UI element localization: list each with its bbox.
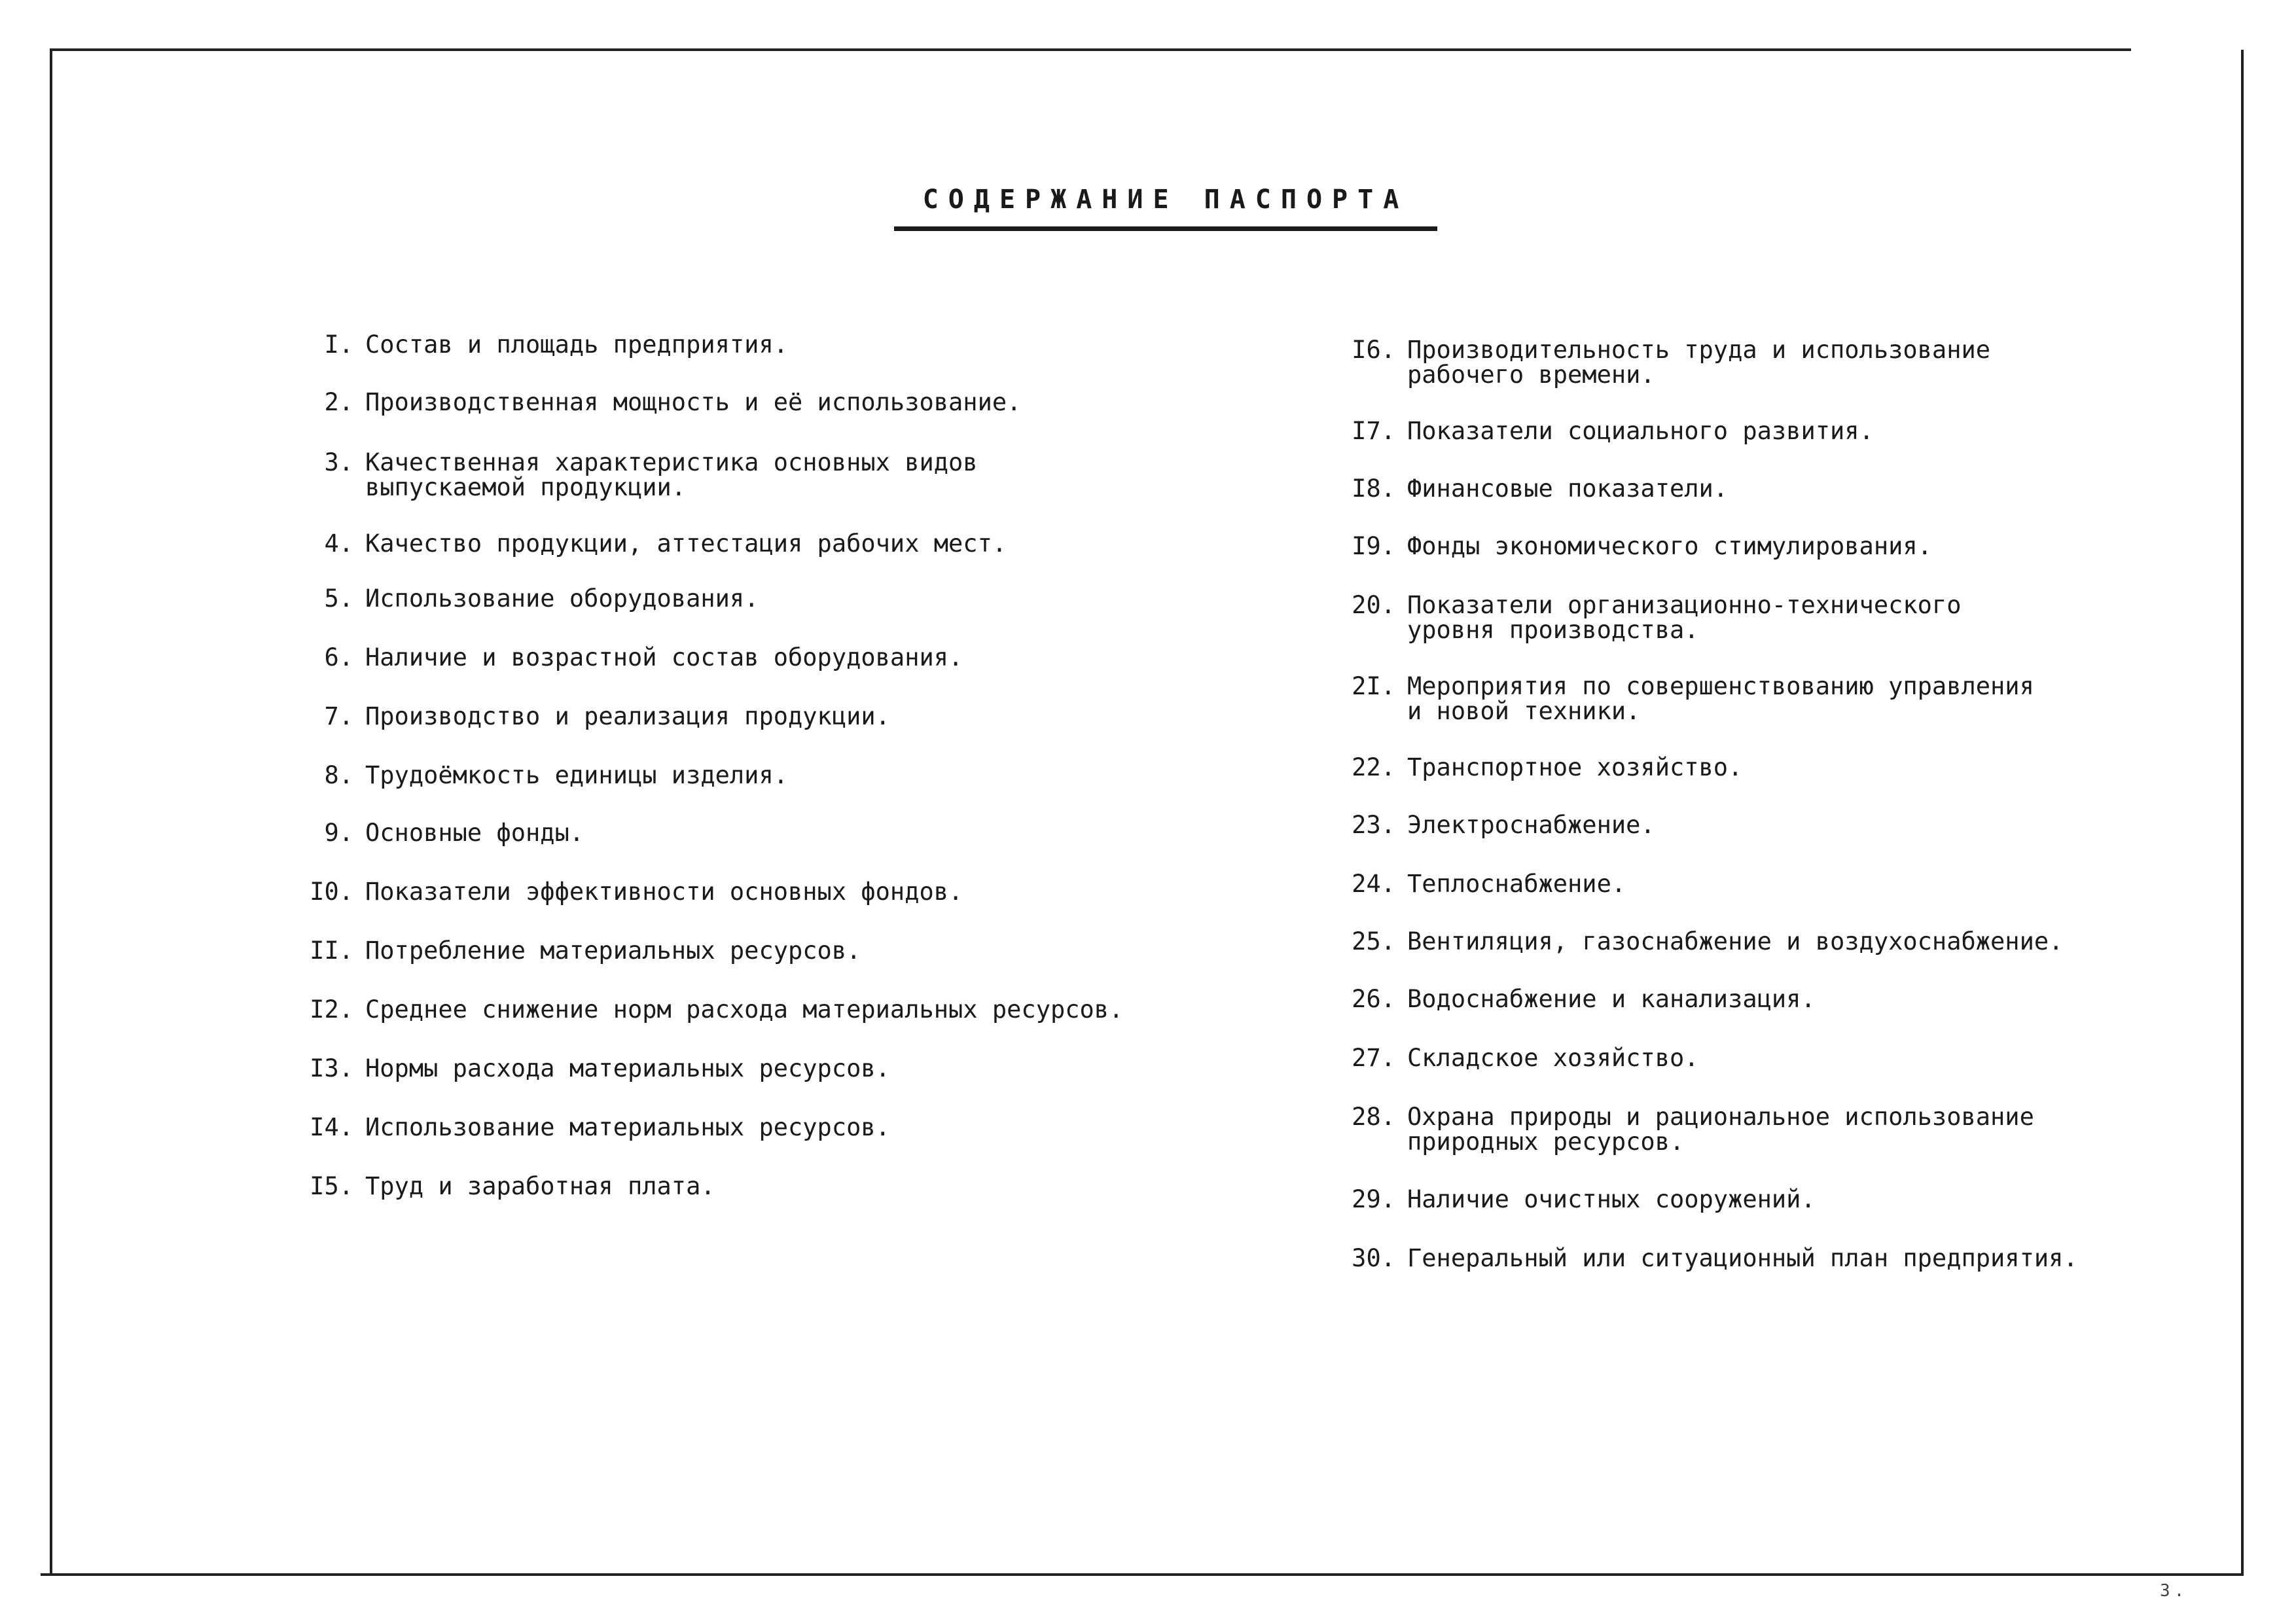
item-number: 30.: [1352, 1244, 1395, 1272]
item-number: 20.: [1352, 591, 1395, 619]
item-text: Наличие очистных сооружений.: [1407, 1185, 1816, 1213]
item-number: I4.: [310, 1113, 353, 1141]
item-text: Транспортное хозяйство.: [1407, 753, 1743, 781]
item-text: Показатели социального развития.: [1407, 417, 1874, 445]
frame-top-border: [50, 48, 2131, 51]
item-text: Наличие и возрастной состав оборудования.: [365, 643, 963, 671]
item-number: I6.: [1352, 336, 1395, 364]
frame-bottom-border: [41, 1573, 2244, 1576]
item-text: Использование материальных ресурсов.: [365, 1113, 890, 1141]
item-number: 8.: [324, 761, 353, 789]
item-text: Теплоснабжение.: [1407, 870, 1626, 898]
item-number: 2.: [324, 388, 353, 416]
item-text: Электроснабжение.: [1407, 811, 1655, 839]
item-number: I.: [324, 330, 353, 359]
item-number: 29.: [1352, 1185, 1395, 1213]
item-text: Генеральный или ситуационный план предприятия.: [1407, 1244, 2078, 1272]
item-number: I5.: [310, 1172, 353, 1200]
item-text: Основные фонды.: [365, 819, 584, 847]
item-number: 26.: [1352, 985, 1395, 1013]
item-text: Производственная мощность и её использование.: [365, 388, 1022, 416]
item-text: Производительность труда и использование рабочего времени.: [1407, 336, 1991, 389]
item-text: Мероприятия по совершенствованию управления и новой техники.: [1407, 672, 2034, 725]
item-number: 27.: [1352, 1044, 1395, 1072]
item-text: Качество продукции, аттестация рабочих мест.: [365, 529, 1007, 558]
item-text: Складское хозяйство.: [1407, 1044, 1699, 1072]
item-number: I2.: [310, 995, 353, 1024]
item-number: 24.: [1352, 870, 1395, 898]
item-text: Водоснабжение и канализация.: [1407, 985, 1816, 1013]
item-number: 23.: [1352, 811, 1395, 839]
item-text: Среднее снижение норм расхода материальных ресурсов.: [365, 995, 1124, 1024]
item-number: 5.: [324, 584, 353, 613]
item-number: II.: [310, 936, 353, 965]
item-number: 9.: [324, 819, 353, 847]
frame-left-border: [50, 48, 52, 1573]
item-text: Трудоёмкость единицы изделия.: [365, 761, 789, 789]
item-text: Труд и заработная плата.: [365, 1172, 715, 1200]
item-number: 6.: [324, 643, 353, 671]
item-number: I7.: [1352, 417, 1395, 445]
item-number: 28.: [1352, 1103, 1395, 1131]
item-text: Вентиляция, газоснабжение и воздухоснабжение.: [1407, 927, 2064, 955]
item-number: 2I.: [1352, 672, 1395, 700]
item-number: 3.: [324, 448, 353, 476]
item-text: Показатели организационно-технического уровня производства.: [1407, 591, 1962, 644]
page-number: 3.: [2160, 1581, 2189, 1601]
item-number: I8.: [1352, 474, 1395, 503]
frame-right-border: [2241, 50, 2244, 1575]
title-underline: [894, 226, 1437, 231]
item-text: Фонды экономического стимулирования.: [1407, 532, 1932, 560]
item-number: 4.: [324, 529, 353, 558]
item-text: Нормы расхода материальных ресурсов.: [365, 1054, 890, 1082]
item-text: Производство и реализация продукции.: [365, 702, 890, 730]
item-text: Качественная характеристика основных видов выпускаемой продукции.: [365, 448, 978, 501]
item-text: Показатели эффективности основных фондов.: [365, 878, 963, 906]
item-number: 22.: [1352, 753, 1395, 781]
item-text: Потребление материальных ресурсов.: [365, 936, 861, 965]
item-text: Финансовые показатели.: [1407, 474, 1729, 503]
item-text: Состав и площадь предприятия.: [365, 330, 789, 359]
item-number: 25.: [1352, 927, 1395, 955]
item-text: Охрана природы и рациональное использование природных ресурсов.: [1407, 1103, 2034, 1156]
item-number: 7.: [324, 702, 353, 730]
item-number: I9.: [1352, 532, 1395, 560]
item-number: I3.: [310, 1054, 353, 1082]
item-text: Использование оборудования.: [365, 584, 759, 613]
page-title: СОДЕРЖАНИЕ ПАСПОРТА: [922, 185, 1409, 215]
item-number: I0.: [310, 878, 353, 906]
